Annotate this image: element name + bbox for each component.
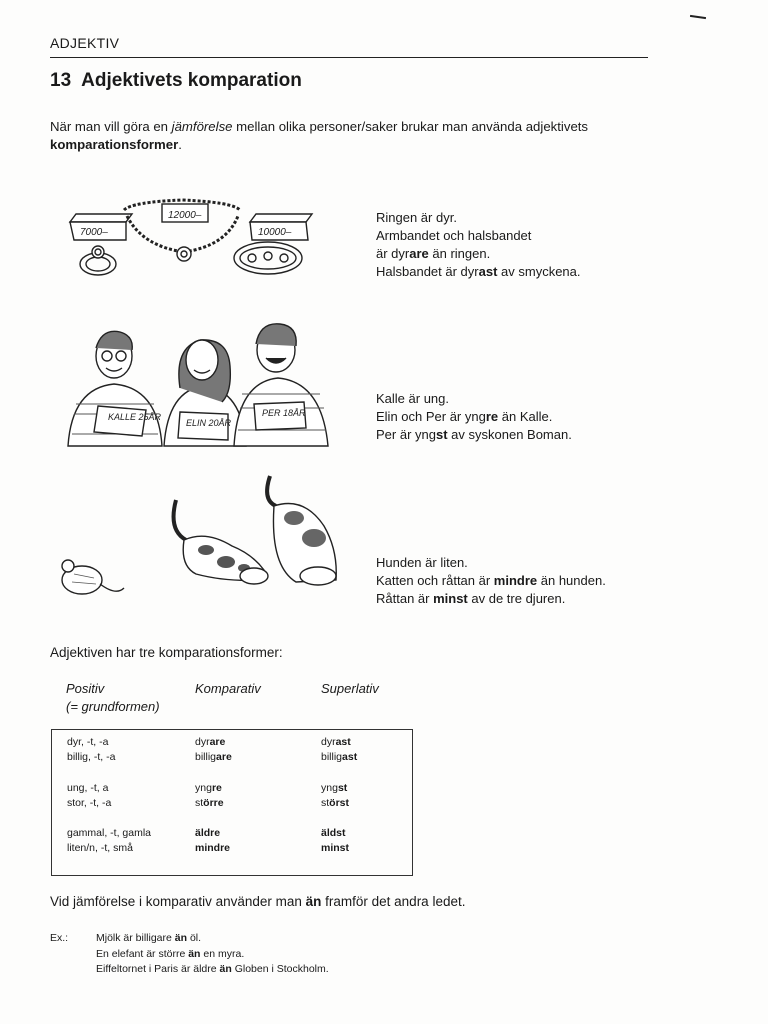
intro-text-2: jämförelse [171, 119, 233, 134]
cell-comparative: dyrare billigare [195, 736, 232, 763]
cell-positive: dyr, -t, -a billig, -t, -a [67, 736, 116, 763]
caption-line: Hunden är liten. [376, 555, 468, 570]
intro-paragraph [50, 118, 650, 154]
intro-text-1: När man vill göra en [50, 119, 172, 134]
jewelry-illustration [62, 196, 322, 286]
table-lead: Adjektiven har tre komparationsformer: [50, 645, 283, 660]
caption-jewelry [376, 209, 581, 281]
caption-animals [376, 554, 606, 608]
examples-list [96, 931, 329, 978]
cell-positive: ung, -t, a stor, -t, -a [67, 782, 112, 809]
caption-line: är dyrare än ringen. [376, 246, 491, 261]
cell-superlative: äldst minst [321, 827, 350, 854]
caption-line: Katten och råttan är mindre än hunden. [376, 573, 606, 588]
header-positive-note: (= grundformen) [66, 699, 160, 714]
cell-superlative: dyrast billigast [321, 736, 358, 763]
page-corner-mark [690, 15, 706, 19]
example-line: Eiffeltornet i Paris är äldre än Globen i Stockholm. [96, 963, 329, 975]
price-bracelet: 10000– [258, 227, 292, 238]
example-line: Mjölk är billigare än öl. [96, 932, 202, 944]
sign-text-kalle: KALLE 25ÅR [108, 412, 162, 422]
header-rule [50, 57, 648, 58]
intro-text-3: mellan olika personer/saker brukar man använda adjektivets [232, 119, 589, 134]
caption-line: Råttan är minst av de tre djuren. [376, 591, 566, 606]
caption-line: Kalle är ung. [376, 391, 449, 406]
intro-text-5: . [178, 137, 182, 152]
header-comparative: Komparativ [195, 681, 261, 696]
comparison-table [51, 729, 413, 876]
cell-superlative: yngst störst [321, 782, 350, 809]
caption-line: Ringen är dyr. [376, 210, 457, 225]
siblings-illustration [62, 318, 342, 454]
cell-comparative: äldre mindre [195, 827, 231, 854]
comparative-rule: Vid jämförelse i komparativ använder man än framför det andra ledet. [50, 894, 466, 909]
intro-text-4: komparationsformer [50, 137, 179, 152]
caption-line: Per är yngst av syskonen Boman. [376, 427, 572, 442]
example-line: En elefant är större än en myra. [96, 947, 245, 960]
examples-label: Ex.: [50, 932, 69, 944]
cell-positive: gammal, -t, gamla liten/n, -t, små [67, 827, 152, 854]
price-necklace: 12000– [168, 210, 202, 221]
chapter-title-text: Adjektivets komparation [81, 70, 302, 91]
price-ring: 7000– [80, 227, 108, 238]
animals-illustration [56, 470, 346, 608]
cell-comparative: yngre större [195, 782, 224, 809]
header-superlative: Superlativ [321, 681, 379, 696]
sign-text-per: PER 18ÅR [262, 408, 306, 418]
chapter-number: 13 [50, 70, 72, 91]
caption-line: Armbandet och halsbandet [376, 228, 532, 243]
sign-text-elin: ELIN 20ÅR [186, 418, 232, 428]
caption-siblings [376, 390, 572, 444]
caption-line: Elin och Per är yngre än Kalle. [376, 409, 553, 424]
caption-line: Halsbandet är dyrast av smyckena. [376, 264, 581, 279]
header-positive: Positiv [66, 681, 105, 696]
section-label: ADJEKTIV [50, 35, 120, 51]
chapter-title [50, 70, 302, 92]
